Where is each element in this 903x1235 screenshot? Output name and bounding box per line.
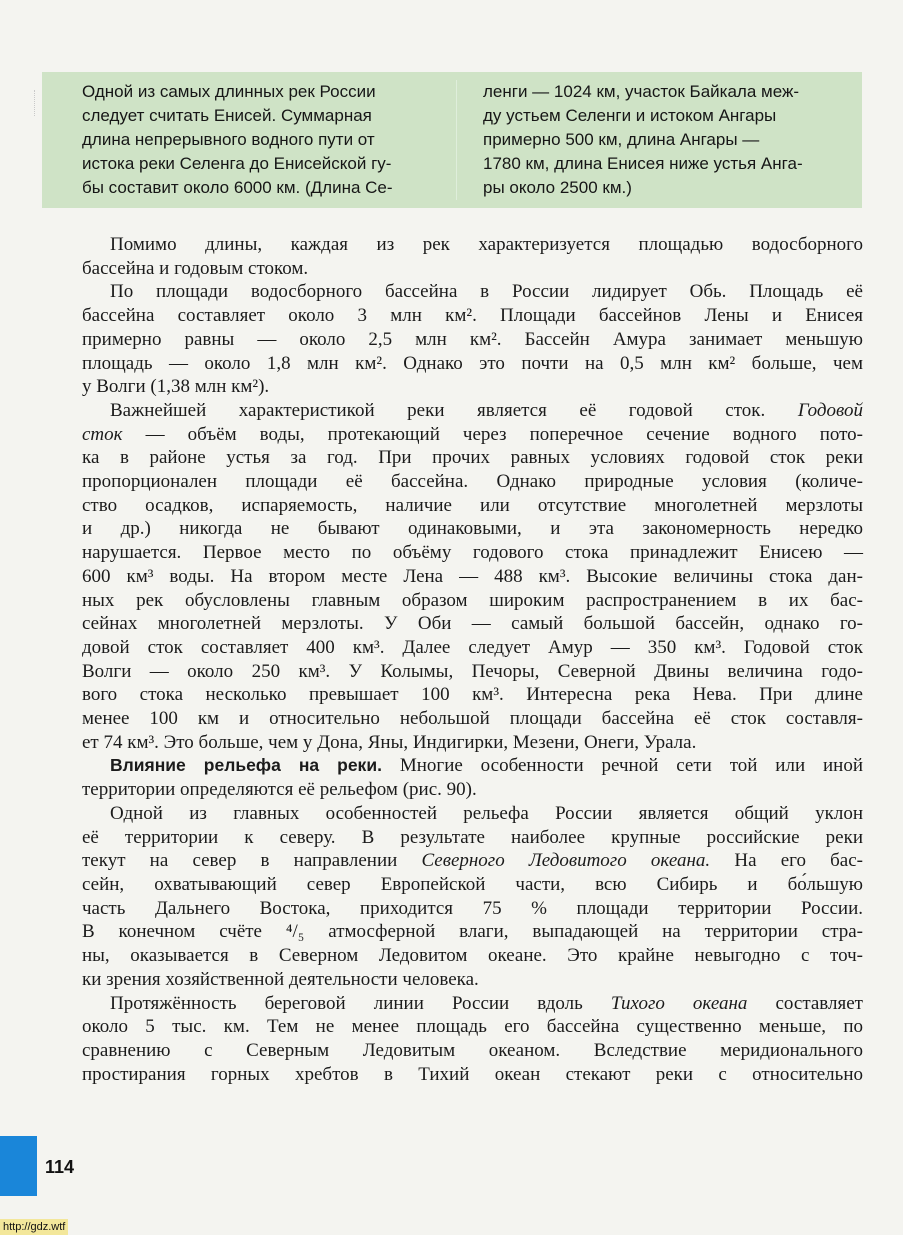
page-tab-marker — [0, 1136, 37, 1196]
body-text — [82, 233, 863, 1086]
paragraph-line: 600 км³ воды. На втором месте Лена — 488 км³. Высокие величины стока дан- — [82, 565, 863, 587]
paragraph-line: бассейна составляет около 3 млн км². Площади бассейнов Лены и Енисея — [82, 305, 863, 327]
paragraph-line: довой сток составляет 400 км³. Далее следует Амур — 350 км³. Годовой сток — [82, 636, 863, 658]
paragraph-line: менее 100 км и относительно небольшой площади бассейна её сток составля- — [82, 708, 863, 730]
paragraph-line: часть Дальнего Востока, приходится 75 % площади территории России. — [82, 897, 863, 919]
paragraph-line: сравнению с Северным Ледовитым океаном. Вследствие меридионального — [82, 1039, 863, 1061]
paragraph-line — [82, 849, 863, 873]
paragraph-line: около 5 тыс. км. Тем не менее площадь его бассейна существенно меньше, по — [82, 1016, 863, 1038]
paragraph-line: ных рек обусловлены главным образом широким распространением в их бас- — [82, 589, 863, 611]
paragraph-line: В конечном счёте ⁴/₅ атмосферной влаги, выпадающей на территории стра- — [82, 921, 863, 943]
paragraph-line: бассейна и годовым стоком. — [82, 257, 309, 279]
callout-left-line: следует считать Енисей. Суммарная — [82, 106, 372, 125]
text-run: Важнейшей характеристикой реки является её годовой сток. — [110, 399, 798, 421]
paragraph-line: и др.) никогда не бывают одинаковыми, и эта закономерность нередко — [82, 518, 863, 540]
callout-right-line: примерно 500 км, длина Ангары — — [483, 130, 760, 149]
paragraph-line: площадь — около 1,8 млн км². Однако это почти на 0,5 млн км² больше, чем — [82, 352, 863, 374]
callout-right-line: ду устьем Селенги и истоком Ангары — [483, 106, 777, 125]
text-run: — объём воды, протекающий через поперечное сечение водного пото- — [122, 423, 863, 445]
callout-right-line: ры около 2500 км.) — [483, 178, 632, 197]
text-run: текут на север в направлении — [82, 850, 422, 872]
paragraph-line: ство осадков, испаряемость, наличие или отсутствие многолетней мерзлоты — [82, 494, 863, 516]
callout-left-column — [82, 80, 393, 200]
paragraph-line: у Волги (1,38 млн км²). — [82, 376, 270, 398]
paragraph-line: Помимо длины, каждая из рек характеризуется площадью водосборного — [110, 234, 863, 255]
watermark-link[interactable]: http://gdz.wtf — [0, 1219, 68, 1235]
text-run: На его бас- — [710, 850, 863, 872]
paragraph-line: ет 74 км³. Это больше, чем у Дона, Яны, Индигирки, Мезени, Онеги, Урала. — [82, 731, 697, 753]
paragraph-line: сейн, охватывающий север Европейской части, всю Сибирь и бо́льшую — [82, 873, 863, 895]
section-heading: Влияние рельефа на реки. — [110, 755, 382, 776]
callout-right-line: ленги — 1024 км, участок Байкала меж- — [483, 82, 799, 101]
paragraph-line: сейнах многолетней мерзлоты. У Оби — самый большой бассейн, однако го- — [82, 613, 863, 635]
term-godovoy: Годовой — [797, 399, 863, 421]
paragraph-line — [82, 423, 863, 447]
paragraph-line: Одной из главных особенностей рельефа России является общий уклон — [110, 802, 863, 824]
paragraph-line: По площади водосборного бассейна в России лидирует Обь. Площадь её — [110, 281, 863, 303]
callout-left-line: длина непрерывного водного пути от — [82, 130, 375, 149]
callout-left-line: истока реки Селенга до Енисейской гу- — [82, 154, 392, 173]
paragraph-line: пропорционален площади её бассейна. Однако природные условия (количе- — [82, 471, 863, 493]
callout-left-line: бы составит около 6000 км. (Длина Се- — [82, 178, 393, 197]
text-run: составляет — [747, 992, 863, 1014]
paragraph-line: её территории к северу. В результате наиболее крупные российские реки — [82, 826, 863, 848]
paragraph-line: Волги — около 250 км³. У Колымы, Печоры, Северной Двины величина годо- — [82, 660, 863, 682]
text-run: Многие особенности речной сети той или иной — [381, 755, 863, 777]
paragraph-line: примерно равны — около 2,5 млн км². Бассейн Амура занимает меньшую — [82, 328, 863, 350]
term-arctic-ocean: Северного Ледовитого океана. — [421, 850, 711, 872]
callout-divider — [456, 80, 457, 200]
text-run: Протяжённость береговой линии России вдоль — [110, 992, 611, 1014]
page-number: 114 — [45, 1157, 75, 1177]
term-stok: сток — [82, 423, 123, 445]
paragraph-line: вого стока несколько превышает 100 км³. Интересна река Нева. При длине — [82, 684, 863, 706]
callout-right-column — [483, 80, 803, 200]
paragraph-line: простирания горных хребтов в Тихий океан стекают реки с относительно — [82, 1063, 863, 1085]
paragraph-line: нарушается. Первое место по объёму годового стока принадлежит Енисею — — [82, 542, 863, 564]
paragraph-line: ка в районе устья за год. При прочих равных условиях годовой сток реки — [82, 447, 863, 469]
callout-right-line: 1780 км, длина Енисея ниже устья Анга- — [483, 154, 803, 173]
paragraph-line: ны, оказывается в Северном Ледовитом океане. Это крайне невыгодно с точ- — [82, 945, 863, 967]
paragraph-line — [82, 992, 863, 1016]
paragraph-line: территории определяются её рельефом (рис. 90). — [82, 779, 477, 801]
paragraph-line — [82, 399, 863, 423]
term-pacific-ocean: Тихого океана — [610, 992, 748, 1014]
margin-mark — [34, 90, 41, 116]
paragraph-line — [82, 754, 863, 778]
paragraph-line: ки зрения хозяйственной деятельности человека. — [82, 968, 479, 990]
callout-left-line: Одной из самых длинных рек России — [82, 82, 376, 101]
callout-box — [42, 72, 862, 208]
